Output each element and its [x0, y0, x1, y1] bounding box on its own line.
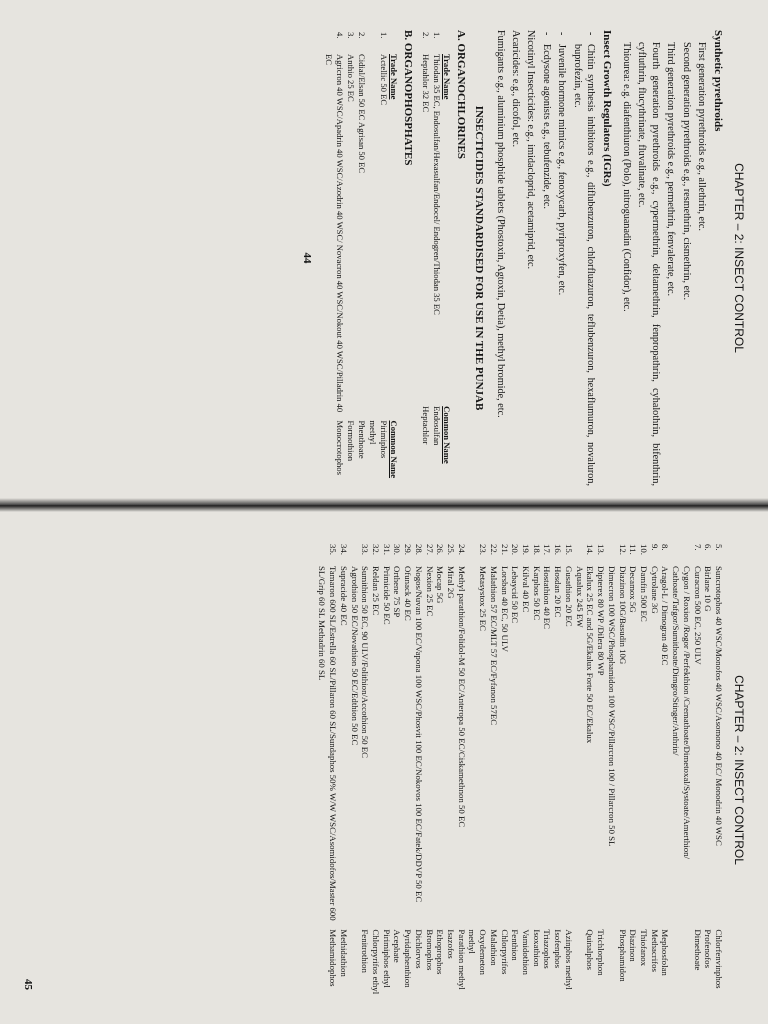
- row-number: 10.: [638, 544, 649, 555]
- common-name-header: Common Name: [442, 406, 453, 464]
- common-name: [670, 927, 691, 998]
- row-number: 23.: [478, 544, 489, 555]
- common-name: Phenthoate: [357, 420, 368, 459]
- table-row: [531, 542, 542, 998]
- table-row: [467, 542, 488, 998]
- row-number: 33.: [360, 544, 371, 555]
- common-name: [574, 927, 585, 998]
- common-name: Pyridaphenthion: [403, 929, 414, 988]
- common-name-header: Common Name: [389, 420, 400, 479]
- blank-header: [442, 30, 452, 52]
- row-number: [349, 542, 360, 564]
- trade-name: Curacron 500 EC, 250 ULV: [692, 566, 703, 665]
- common-name: Fenitrothion: [360, 929, 371, 973]
- trade-name: Nexion 25 EC: [424, 566, 435, 617]
- trade-name: Cytrolane 3G: [649, 566, 660, 614]
- thiourea-text: Thiourea: e.g. diafenthiuron (Polo), nitroguanadin (Confidor), etc.: [620, 42, 632, 312]
- standardised-heading: INSECTICIDES STANDARDISED FOR USE IN THE PUNJAB: [473, 105, 486, 411]
- trade-name: Agrothion 50 EC/Novathion 50 EC/Edthion 50 EC: [349, 566, 360, 746]
- table-row: [356, 30, 367, 486]
- row-number: 19.: [521, 544, 532, 555]
- row-number: 1.: [379, 32, 390, 39]
- second-generation-text: Second generation pyrethroids e.g., resmethrin, cismethrin, etc.: [680, 42, 692, 301]
- trade-name: Heptahlor 32 EC: [421, 54, 432, 113]
- row-number: 6.: [703, 544, 714, 551]
- table-row: [420, 30, 431, 486]
- table-row: [574, 542, 585, 998]
- common-name: Heptachlor: [421, 406, 432, 445]
- row-number: 2.: [421, 32, 432, 39]
- common-name: Methacrifos: [649, 929, 660, 972]
- row-number: 34.: [338, 544, 349, 555]
- row-number: 12.: [617, 544, 628, 555]
- common-name: Vamidothion: [521, 929, 532, 975]
- common-name: Diazinon: [628, 929, 639, 962]
- row-number: 16.: [553, 544, 564, 555]
- common-name: Malathion: [488, 929, 499, 966]
- third-generation-text: Third generation pyrethroids e.g., permethrin, fenvalerate, etc.: [665, 42, 677, 297]
- chapter-title: CHAPTER – 2: INSECT CONTROL: [732, 163, 746, 353]
- row-number: 11.: [628, 544, 639, 555]
- trade-name: Anthio 25 EC: [346, 54, 357, 102]
- common-name: Methamidophos: [328, 929, 339, 987]
- trade-name: Decamox 5G: [628, 566, 639, 613]
- book-spine: [0, 498, 768, 512]
- common-name: Mephosfolan: [660, 929, 671, 976]
- table-row: [542, 542, 553, 998]
- row-number: [670, 542, 691, 564]
- table-row: [435, 542, 446, 998]
- fumigants-text: Fumigants e.g., aluminium phosphide tablets (Phostoxin, Agtoxin, Detia), methyl bromide, etc.: [494, 30, 506, 418]
- trade-name: Diazinon 10G/Basudin 10G: [617, 566, 628, 665]
- table-row: [585, 542, 596, 998]
- table-row: [510, 542, 521, 998]
- organophosphates-body: [323, 30, 389, 486]
- table-row: [338, 542, 349, 998]
- common-name: Pirimiphos methyl: [368, 420, 390, 459]
- table-row: [499, 542, 510, 998]
- trade-name: Reldan 25 EC: [371, 566, 381, 616]
- section-a-heading: A. ORGANOCHLORINES: [455, 30, 468, 159]
- trade-name: Hosdan 20 EC: [553, 566, 564, 618]
- common-name: Profenofos: [703, 929, 714, 969]
- row-number: 25.: [446, 544, 457, 555]
- row-number: 22.: [488, 544, 499, 555]
- trade-name: Nogos/Nuvan 100 EC/Vapona 100 WSC/Phosvit 100 EC/Nokovos 100 EC/Fatek/DDVP 50 EC: [413, 566, 424, 903]
- row-number: 20.: [510, 544, 521, 555]
- table-row: [317, 542, 338, 998]
- row-number: 1.: [432, 32, 443, 39]
- table-row: [520, 542, 531, 998]
- row-number: 31.: [381, 544, 392, 555]
- page-number: 45: [22, 979, 34, 990]
- common-name: [349, 927, 360, 998]
- common-name: Quinalphos: [585, 929, 596, 970]
- trade-name: Karphos 50 EC: [531, 566, 542, 621]
- trade-name: Lorsban 40 EC, 50 ULV: [499, 566, 510, 652]
- trade-name: Miral 2G: [446, 566, 457, 599]
- trade-name: Supracide 40 EC: [338, 566, 349, 626]
- trade-name: Dimecron 100 WSC/Phosphamidon 100 WSC/Pillarcron 100 / Pillarcron 50 SL: [606, 566, 617, 847]
- organochlorines-table: [420, 30, 452, 486]
- trade-name-header: Trade Name: [389, 54, 400, 100]
- common-name: Dimethoate: [692, 929, 703, 971]
- trade-name: Aragol-L / Dimogran 40 EC: [660, 566, 671, 666]
- table-row: [456, 542, 467, 998]
- trade-name: Lebaycid 50 EC: [510, 566, 521, 624]
- row-number: 7.: [692, 544, 703, 551]
- trade-name: Kilval 40 EC: [521, 566, 532, 613]
- table-row: [424, 542, 435, 998]
- organochlorines-body: [420, 30, 442, 486]
- row-number: [574, 542, 585, 564]
- table-row: [595, 542, 606, 998]
- row-number: 27.: [424, 544, 435, 555]
- trade-name: Cidial/Elsan 50 EC Agrisan 50 EC: [357, 54, 368, 174]
- common-name: Triazophos: [542, 929, 553, 969]
- page-number: 44: [301, 252, 314, 264]
- row-number: 28.: [413, 544, 424, 555]
- acaricides-text: Acaricides: e.g., dicofol, etc.: [510, 30, 522, 148]
- table-row: [628, 542, 639, 998]
- table-row: [692, 542, 703, 998]
- organophosphates-continued-body: [317, 542, 724, 998]
- common-name: Isofenphos: [553, 929, 564, 969]
- common-name: Formothion: [346, 420, 357, 462]
- common-name: [606, 927, 617, 998]
- common-name: Endosulfan: [432, 406, 443, 446]
- trade-name: Ofunack 40 EC: [403, 566, 414, 621]
- trade-name: Aqualux 245 EW: [574, 566, 585, 628]
- row-number: 4.: [335, 32, 346, 39]
- table-row: [488, 542, 499, 998]
- table-row: [617, 542, 628, 998]
- trade-name: Agricron 40 WSC/Apadrin 40 WSC/Azodrin 40 WSC/ Novacron 40 WSC/Nokout 40 WSC/Pilladrin 40 EC: [324, 54, 346, 413]
- common-name: Chlorfenvinphos: [714, 929, 724, 989]
- common-name: Bromophos: [424, 929, 435, 971]
- table-row: [649, 542, 660, 998]
- trade-name: Suncrotophos 40 WSC/Monofos 40 WSC/Asomono 40 EC/ Monodrin 40 WSC: [714, 566, 724, 846]
- trade-name: Hostathion 40 EC: [542, 566, 553, 630]
- trade-name: Gusathion 20 EC: [563, 566, 574, 627]
- row-number: 24.: [456, 544, 467, 555]
- synthetic-pyrethroids-heading: Synthetic pyrethroids: [712, 30, 724, 132]
- table-row: [370, 542, 381, 998]
- igr-heading: Insect Growth Regulators (IGRs): [601, 30, 614, 187]
- organophosphates-table: [323, 30, 399, 486]
- table-row: [349, 542, 360, 998]
- table-row: [367, 30, 389, 486]
- trade-name: Ekalux 25 EC and 5G/Ekalux Forte 50 EC/Ekalux: [585, 566, 596, 744]
- row-number: 21.: [499, 544, 510, 555]
- trade-name: Sumithion 50 EC, 90 ULV/Folithion/Accothion 50 EC: [360, 566, 371, 758]
- trade-name: Primicide 50 EC: [381, 566, 392, 625]
- common-name: Parathion methyl: [456, 929, 467, 990]
- row-number: 2.: [357, 32, 368, 39]
- row-number: 26.: [435, 544, 446, 555]
- table-row: [670, 542, 691, 998]
- trade-name: Tamaron 600 SL/Estrella 60 SL/Pillaron 60 SL/Sundaphos 50% W/W WSC/Asomidofos/Master 600 SL/Grip 60 SL Methadrin 60 SL: [317, 566, 339, 921]
- common-name: Methidathion: [338, 929, 349, 977]
- table-row: [402, 542, 413, 998]
- igr-item: - Juvenile hormone mimics e.g., fenoxycarb, pyriproxyfen, etc.: [555, 30, 568, 486]
- common-name: Dichlorvos: [413, 929, 424, 969]
- table-row: [638, 542, 649, 998]
- trade-name: Metasystox 25 EC: [478, 566, 489, 631]
- trade-name: Orthene 75 SP: [392, 566, 403, 618]
- common-name: Trichlorphon: [596, 929, 607, 976]
- common-name: Ethoprophos: [435, 929, 446, 975]
- trade-name-header: Trade Name: [442, 54, 453, 100]
- trade-name: Mocap 5G: [435, 566, 446, 604]
- common-name: Thiofanox: [638, 929, 649, 967]
- row-number: 32.: [371, 544, 381, 555]
- row-number: 9.: [649, 544, 660, 551]
- blank-header: [389, 30, 399, 52]
- table-row: [563, 542, 574, 998]
- row-number: 3.: [346, 32, 357, 39]
- nicotinyl-text: Nicotinyl Insecticides: e.g., imidacloprid, acetamiprid, etc.: [525, 30, 537, 270]
- table-row: [392, 542, 403, 998]
- section-b-heading: B. ORGANOPHOSPHATES: [402, 30, 415, 166]
- trade-name: Damfin 500 EC: [638, 566, 649, 622]
- row-number: 17.: [542, 544, 553, 555]
- row-number: 8.: [660, 544, 671, 551]
- common-name: Isoxathion: [531, 929, 542, 967]
- trade-name: Cygon / Roxion /Rogor /Perfekthion /Cremathoate/Dimetoxal/Systoate/Amerthion/ Cathoate/Tafgor/Sumithoate/Dimgro/Stinger/Anthrin/: [671, 566, 692, 859]
- trade-name: Birlane 10 G: [703, 566, 714, 612]
- table-row: [345, 30, 356, 486]
- trade-name: Malathion 57 EC/MLT 57 EC/Fyfanon 57EC: [488, 566, 499, 726]
- first-generation-text: First generation pyrethroids e.g., allethrin, etc.: [696, 42, 707, 231]
- common-name: Pirimiphos ethyl: [381, 929, 392, 988]
- igr-item: - Ecdysone agonists e.g., tebufenzide, etc.: [539, 30, 552, 486]
- row-number: [606, 542, 617, 564]
- row-number: 18.: [531, 544, 542, 555]
- common-name: Chlorpyrifos: [499, 929, 510, 975]
- table-row: [445, 542, 456, 998]
- trade-name: Thiodan 35 EC, Endosulfan/Hexasulfan/Endocel/ Endogren/Thiodan 35 EC: [432, 54, 443, 315]
- common-name: Phosphamidon: [617, 929, 628, 982]
- organophosphates-continued-table: [317, 542, 724, 998]
- table-row: [660, 542, 671, 998]
- common-name: Chlorpyrifos ethyl: [371, 929, 381, 995]
- table-row: [413, 542, 424, 998]
- trade-name: Methyl parathion/Folidol-M 50 EC/Anteropa 50 EC/Ciskamethnon 50 EC: [456, 566, 467, 828]
- row-number: 5.: [714, 544, 724, 551]
- row-number: 13.: [596, 544, 607, 555]
- table-row: [381, 542, 392, 998]
- row-number: 35.: [328, 544, 339, 555]
- common-name: Azinphos methyl: [563, 929, 574, 990]
- common-name: Fenthion: [510, 929, 521, 961]
- row-number: 29.: [403, 544, 414, 555]
- row-number: 30.: [392, 544, 403, 555]
- common-name: Isazofos: [446, 929, 457, 959]
- chapter-title: CHAPTER – 2: INSECT CONTROL: [732, 675, 746, 865]
- trade-name: Actellic 50 EC: [379, 54, 390, 106]
- fourth-generation-text: Fourth generation pyrethroids e.g., cypermethrin, deltamethrin, fenpropathrin, cyhalothrin, bifenthrin, cyfluthrin, flucythrinate, fluvalinate, etc.: [636, 42, 661, 486]
- table-row: [606, 542, 617, 998]
- table-row: [323, 30, 345, 486]
- igr-item: - Chitin synthesis inhibitors e.g., diflubenzuron, chlorfluazuron, teflubenzuron, hexaflumuron, novaluron, buprofezin, etc.: [570, 30, 597, 486]
- common-name: Monocrotophos: [335, 420, 346, 475]
- table-row: [431, 30, 442, 486]
- trade-name: Dipterex 80 WP /Dilera 80 WP: [596, 566, 607, 676]
- table-row: [553, 542, 564, 998]
- row-number: 15.: [563, 544, 574, 555]
- table-row: [360, 542, 371, 998]
- common-name: Oxydemeton methyl: [467, 929, 489, 975]
- page-45: [0, 512, 768, 1024]
- row-number: 14.: [585, 544, 596, 555]
- table-row: [713, 542, 724, 998]
- page-45-content: [0, 512, 768, 1024]
- table-row: [703, 542, 714, 998]
- common-name: Acephate: [392, 929, 403, 963]
